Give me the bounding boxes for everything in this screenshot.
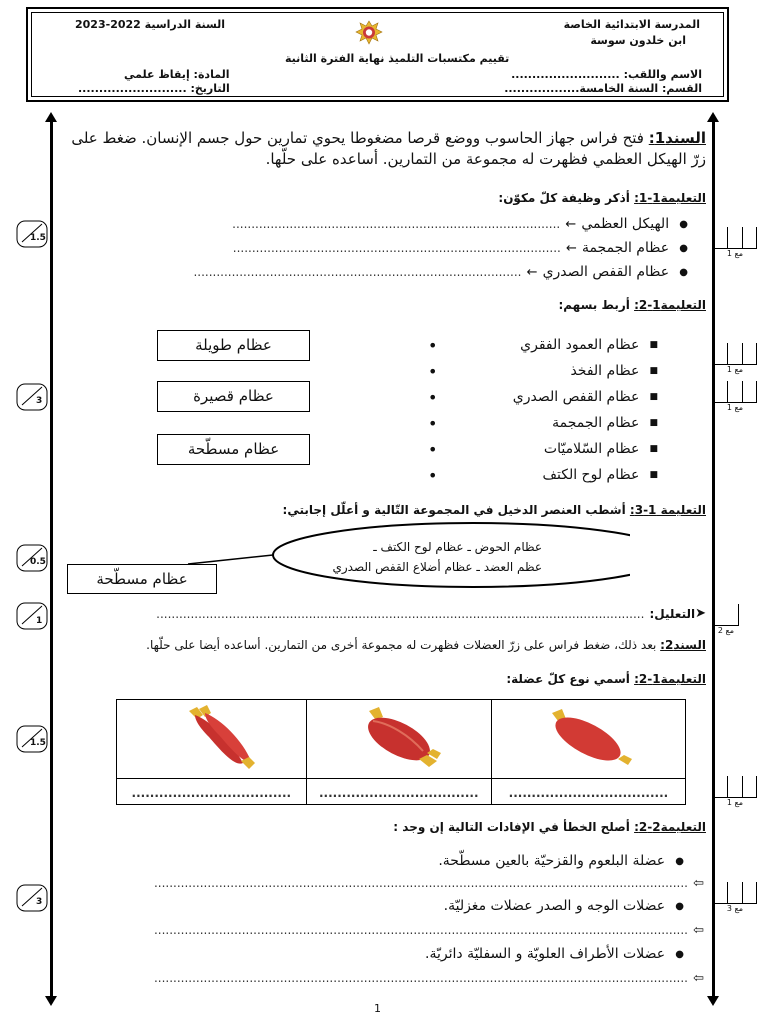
instruction-1-2-label: التعليمة1-2: [634,298,706,312]
criteria-label: مع 2 [717,626,735,635]
school-label: المدرسة الابتدائية الخاصة [563,18,700,31]
instruction-2-2 [393,820,706,834]
item-label: عظام العمود الفقري [520,337,640,353]
list-item [408,332,658,358]
bones-list [408,332,658,488]
list-item [68,236,688,260]
score-value: 3 [36,897,43,907]
sanad1-label: السند1: [648,129,706,147]
score-value: 3 [36,396,43,406]
answer-dots[interactable]: ...................................................................................... [232,241,561,255]
left-margin-line [50,118,53,998]
bullet-icon: ● [675,948,684,960]
right-line-top-arrow-icon [707,112,719,122]
answer-dots[interactable]: ............................................................................................................................................ [153,971,688,985]
instruction-2-2-label: التعليمة2-2: [634,820,706,834]
sanad2-text: بعد ذلك، ضغط فراس على زرّ العضلات فظهرت له مجموعة أخرى من التمارين. أساعده أيضا على حلّها. [146,638,661,652]
dot-icon[interactable]: • [428,413,438,433]
arrow-left-icon: ➤ [695,606,706,621]
school-name: ابن خلدون سوسة [590,34,686,47]
score-box[interactable] [16,220,48,248]
dot-icon[interactable]: • [428,361,438,381]
instruction-1-1-text: أذكر وظيفة كلّ مكوّن: [498,191,635,205]
fusiform-muscle-double-image [339,701,459,773]
arrow-left-icon: ← [526,264,538,280]
sanad2-paragraph [56,638,706,652]
score-box[interactable] [16,884,48,912]
answer-dots[interactable]: ............................................................................................................................................ [153,923,688,937]
bone-type-box-long[interactable]: عظام طويلة [157,330,310,361]
name-label: الاسم واللقب: .......................... [511,68,702,81]
criteria-box[interactable] [713,882,757,913]
square-bullet-icon: ■ [649,366,658,376]
muscle-table [116,699,686,805]
list-item [408,358,658,384]
list-item [408,410,658,436]
arrow-right-icon: ⇦ [693,875,704,891]
group-line-2[interactable]: عظم العضد ـ عظام أضلاع القفص الصدري [332,560,542,574]
subject-label: المادة: إيقاظ علمي [124,68,230,81]
list-item [74,894,704,918]
fusiform-muscle-single-image [528,701,648,773]
function-list [68,212,688,284]
square-bullet-icon: ■ [649,444,658,454]
table-row [117,779,686,805]
sanad1-text: فتح فراس جهاز الحاسوب ووضع قرصا مضغوطا يحوي تمارين حول جسم الإنسان. ضغط على زرّ الهيكل العظمي فظهرت له مجموعة من التمارين. أساعده على حلّها. [71,129,706,168]
criteria-label: مع 1 [726,365,744,374]
criteria-box[interactable] [713,343,757,374]
arrow-left-icon: ← [565,216,577,232]
bullet-icon: ● [679,242,688,254]
muscle-image-cell [491,700,685,779]
list-item [74,942,704,966]
list-item [68,212,688,236]
group-line-1[interactable]: عظام الحوض ـ عظام لوح الكتف ـ [373,540,542,554]
answer-cell[interactable] [306,779,491,805]
item-label: عظام الفخذ [570,363,640,379]
answer-box[interactable]: عظام مسطّحة [67,564,217,594]
list-item [68,260,688,284]
reason-label: التعليل: [649,606,696,621]
dot-icon[interactable]: • [428,465,438,485]
answer-dots[interactable]: ................................... [318,786,479,800]
school-year: السنة الدراسية 2022-2023 [75,18,226,31]
list-item [74,850,704,872]
arrow-left-icon: ← [565,240,577,256]
criteria-label: مع 1 [726,403,744,412]
bullet-icon: ● [675,855,684,867]
date-label: التاريخ: .......................... [78,82,230,95]
left-line-top-arrow-icon [45,112,57,122]
answer-dots[interactable]: ................................... [508,786,669,800]
square-bullet-icon: ■ [649,392,658,402]
instruction-2-1-text: أسمي نوع كلّ عضلة: [506,672,635,686]
square-bullet-icon: ■ [649,470,658,480]
reason-dots[interactable]: ................................................................................................................................ [156,606,645,621]
criteria-box[interactable] [713,381,757,412]
item-label: عظام القفص الصدري [542,264,670,280]
statement-label: عضلة البلعوم والقزحيّة بالعين مسطّحة. [438,853,666,869]
bullet-icon: ● [675,900,684,912]
answer-dots[interactable]: ................................... [131,786,292,800]
instruction-1-3-label: التعليمة 1-3: [629,503,706,517]
left-line-bottom-arrow-icon [45,996,57,1006]
answer-row [74,918,704,942]
page-number: 1 [374,1002,381,1015]
instruction-1-1-label: التعليمة1-1: [634,191,706,205]
reason-row [156,604,706,623]
bullet-icon: ● [679,266,688,278]
answer-dots[interactable]: ...................................................................................... [193,265,522,279]
score-box[interactable] [16,544,48,572]
score-value: 0.5 [30,557,46,567]
instruction-2-1 [506,672,706,686]
instruction-2-2-text: أصلح الخطأ في الإفادات التالية إن وجد : [393,820,635,834]
score-value: 1.5 [30,738,46,748]
score-box[interactable] [16,383,48,411]
dot-icon[interactable]: • [428,387,438,407]
square-bullet-icon: ■ [649,418,658,428]
instruction-1-2-text: أربط بسهم: [558,298,635,312]
answer-row [74,966,704,990]
instruction-1-1 [498,191,706,205]
arrow-right-icon: ⇦ [693,970,704,986]
fusiform-muscle-twin-image [151,701,271,773]
right-line-bottom-arrow-icon [707,996,719,1006]
instruction-1-3 [283,503,706,517]
item-label: عظام القفص الصدري [512,389,640,405]
sanad1-paragraph [56,128,706,170]
bone-type-box-flat[interactable]: عظام مسطّحة [157,434,310,465]
table-row [117,700,686,779]
list-item [408,436,658,462]
muscle-image-cell [117,700,307,779]
arrow-right-icon: ⇦ [693,922,704,938]
school-logo-icon [355,20,383,48]
score-value: 1.5 [30,233,46,243]
dot-icon[interactable]: • [428,439,438,459]
item-label: عظام لوح الكتف [542,467,640,483]
statement-label: عضلات الأطراف العلويّة و السفليّة دائريّة. [425,946,666,962]
criteria-label: مع 1 [726,249,744,258]
answer-dots[interactable]: ............................................................................................................................................ [153,876,688,890]
criteria-box[interactable] [713,604,739,635]
answer-cell[interactable] [117,779,307,805]
answer-dots[interactable]: ...................................................................................... [232,217,561,231]
class-label: القسم: السنة الخامسة.................. [504,82,702,95]
criteria-label: مع 3 [726,904,744,913]
instruction-1-2 [558,298,706,312]
corrections-list [74,850,704,990]
muscle-image-cell [306,700,491,779]
list-item [408,384,658,410]
answer-row [74,872,704,894]
answer-cell[interactable] [491,779,685,805]
criteria-label: مع 1 [726,798,744,807]
exam-title: تقييم مكتسبات التلميذ نهاية الفترة الثانية [285,52,510,65]
list-item [408,462,658,488]
bullet-icon: ● [679,218,688,230]
item-label: عظام الجمجمة [581,240,670,256]
sanad2-label: السند2: [660,638,706,652]
instruction-1-3-text: أشطب العنصر الدخيل في المجموعة التّالية و أعلّل إجابتي: [282,503,630,517]
criteria-box[interactable] [713,776,757,807]
score-box[interactable] [16,602,48,630]
square-bullet-icon: ■ [649,340,658,350]
score-box[interactable] [16,725,48,753]
dot-icon[interactable]: • [428,335,438,355]
criteria-box[interactable] [713,227,757,258]
item-label: عظام السّلاميّات [543,441,640,457]
score-value: 1 [36,616,43,626]
item-label: عظام الجمجمة [552,415,640,431]
instruction-2-1-label: التعليمة1-2: [634,672,706,686]
statement-label: عضلات الوجه و الصدر عضلات مغزليّة. [443,898,666,914]
item-label: الهيكل العظمي [581,216,670,232]
bone-type-box-short[interactable]: عظام قصيرة [157,381,310,412]
